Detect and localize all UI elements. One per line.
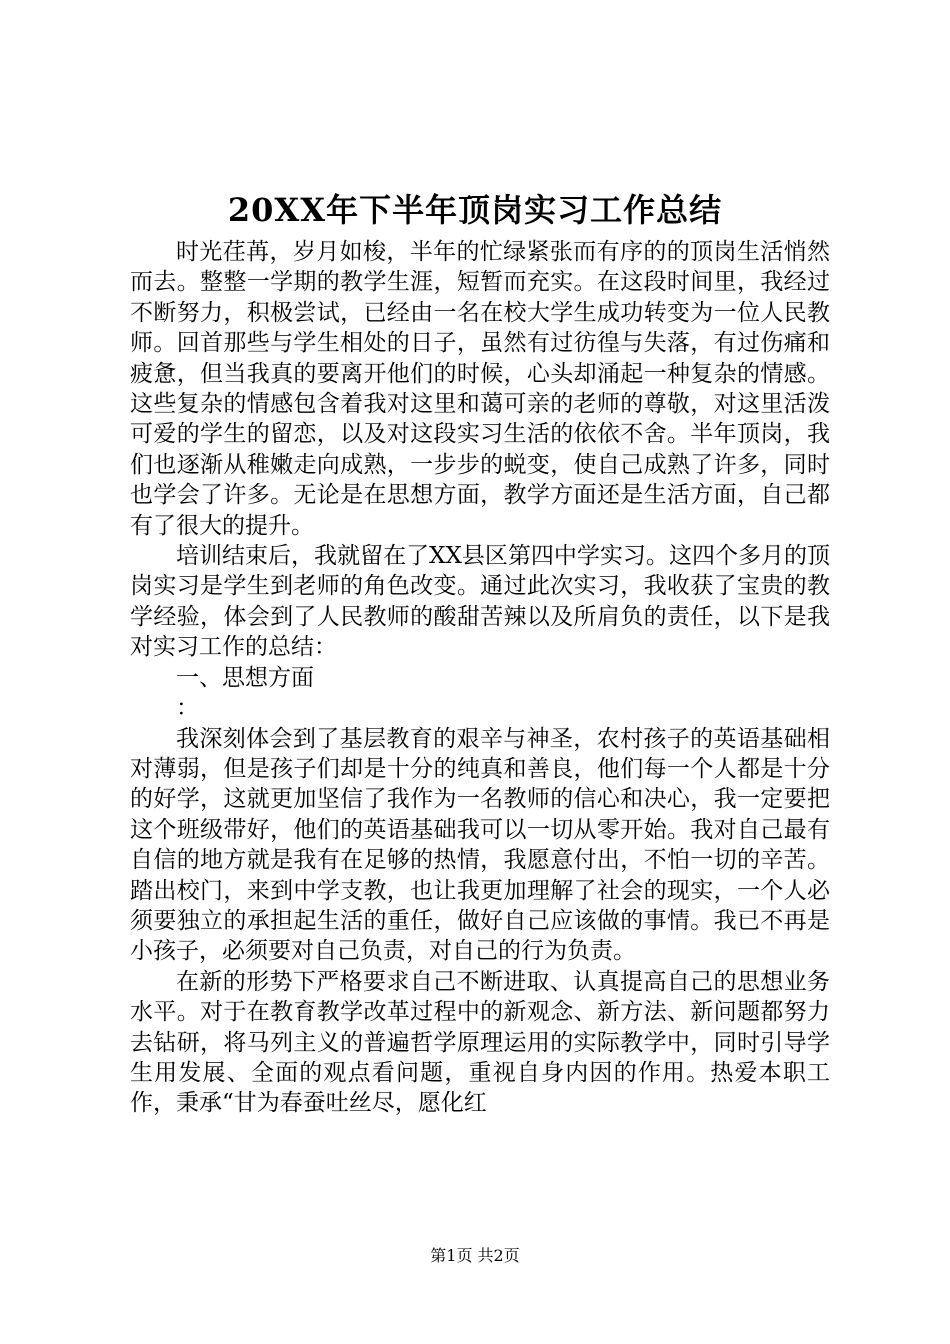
document-title: 20XX年下半年顶岗实习工作总结 <box>227 191 723 229</box>
paragraph-new-situation: 在新的形势下严格要求自己不断进取、认真提高自己的思想业务水平。对于在教育教学改革过程中的新观念、新方法、新问题都努力去钻研，将马列主义的普遍哲学原理运用的实际教学中，同时引导学生用发展、全面的观点看问题，重视自身内因的作用。热爱本职工作，秉承“甘为春蚕吐丝尽，愿化红 <box>130 968 830 1117</box>
paragraph-colon: ： <box>176 695 199 722</box>
page-footer: 第1页 共2页 <box>430 1246 520 1265</box>
paragraph-intro: 时光荏苒，岁月如梭，半年的忙绿紧张而有序的的顶岗生活悄然而去。整整一学期的教学生涯，短暂而充实。在这段时间里，我经过不断努力，积极尝试，已经由一名在校大学生成功转变为一位人民教师。回首那些与学生相处的日子，虽然有过彷徨与失落，有过伤痛和疲惫，但当我真的要离开他们的时候，心头却涌起一种复杂的情感。这些复杂的情感包含着我对这里和蔼可亲的老师的尊敬，对这里活泼可爱的学生的留恋，以及对这段实习生活的依依不舍。半年顶岗，我们也逐渐从稚嫩走向成熟，一步步的蜕变，使自己成熟了许多，同时也学会了许多。无论是在思想方面，教学方面还是生活方面，自己都有了很大的提升。 <box>130 239 830 539</box>
document-body <box>130 237 830 1119</box>
paragraph-training: 培训结束后，我就留在了XX县区第四中学实习。这四个多月的顶岗实习是学生到老师的角色改变。通过此次实习，我收获了宝贵的教学经验，体会到了人民教师的酸甜苦辣以及所肩负的责任，以下是我对实习工作的总结： <box>130 543 830 661</box>
section-heading-thought: 一、思想方面 <box>176 664 314 691</box>
paragraph-rural-education: 我深刻体会到了基层教育的艰辛与神圣，农村孩子的英语基础相对薄弱，但是孩子们却是十分的纯真和善良，他们每一个人都是十分的好学，这就更加坚信了我作为一名教师的信心和决心，我一定要把这个班级带好，他们的英语基础我可以一切从零开始。我对自己最有自信的地方就是我有在足够的热情，我愿意付出，不怕一切的辛苦。踏出校门，来到中学支教，也让我更加理解了社会的现实，一个人必须要独立的承担起生活的重任，做好自己应该做的事情。我已不再是小孩子，必须要对自己负责，对自己的行为负责。 <box>130 725 830 965</box>
